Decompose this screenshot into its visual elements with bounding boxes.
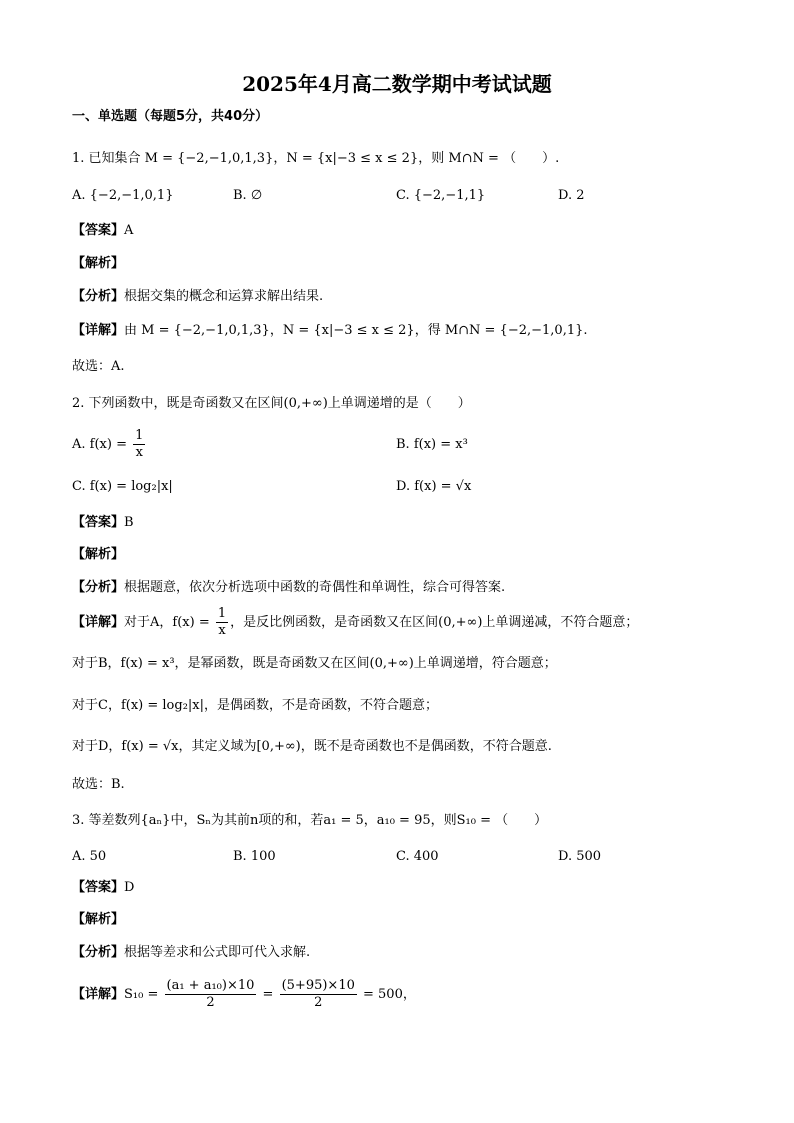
q1-option-a: A. {−2,−1,0,1}: [72, 188, 174, 203]
answer-label: 【答案】: [72, 223, 125, 238]
q3-stem: 3. 等差数列{aₙ}中，Sₙ为其前n项的和，若a₁ = 5，a₁₀ = 95，则S₁₀ = （ ）: [72, 813, 548, 828]
q2-option-a-fraction: $\frac{1}{x}$: [135, 428, 144, 460]
q1-xiangjie: 【详解】由 M = {−2,−1,0,1,3}，N = {x|−3 ≤ x ≤ 2}，得 M∩N = {−2,−1,0,1}.: [72, 323, 588, 338]
q2-xiangjie-b: 对于B，f(x) = x³，是幂函数，既是奇函数又在区间(0,+∞)上单调递增，符合题意；: [72, 656, 557, 671]
q3-answer: 【答案】D: [72, 880, 135, 895]
q2-xiangjie-a: 【详解】对于A，f(x) = $\frac{1}{x}$ ，是反比例函数，是奇函数又在区间(0,+∞)上单调递减，不符合题意；: [72, 606, 639, 638]
q2-xiangjie-d: 对于D，f(x) = √x，其定义域为[0,+∞)，既不是奇函数也不是偶函数，不符合题意.: [72, 739, 552, 754]
q2-answer: 【答案】B: [72, 515, 134, 530]
q3-option-b: B. 100: [233, 849, 276, 864]
q2-option-d: D. f(x) = √x: [396, 479, 472, 494]
q3-fenxi: 【分析】根据等差求和公式即可代入求解.: [72, 945, 311, 960]
q2-option-a: A. f(x) = $\frac{1}{x}$: [72, 428, 144, 460]
q3-option-a: A. 50: [72, 849, 107, 864]
q1-fenxi-text: 根据交集的概念和运算求解出结果.: [124, 289, 324, 304]
q3-xiangjie: 【详解】S₁₀ = $\frac{\text{(a₁ + a₁₀)×10}}{2}$ = $\frac{(5+95)\times 10}{2}$ = 500，: [72, 978, 416, 1010]
q3-option-d: D. 500: [558, 849, 602, 864]
q3-fraction-1: $\frac{\text{(a₁ + a₁₀)×10}}{2}$: [166, 978, 255, 1010]
q1-fenxi: 【分析】根据交集的概念和运算求解出结果.: [72, 289, 324, 304]
q2-fenxi: 【分析】根据题意，依次分析选项中函数的奇偶性和单调性，综合可得答案.: [72, 580, 506, 595]
q1-stem: 1. 已知集合 M = {−2,−1,0,1,3}，N = {x|−3 ≤ x ≤ 2}，则 M∩N = （ ）.: [72, 151, 560, 166]
q3-fraction-2: $\frac{(5+95)\times 10}{2}$: [281, 978, 355, 1010]
q1-analysis-label: 【解析】: [72, 256, 125, 271]
q3-analysis-label: 【解析】: [72, 912, 125, 927]
q2-xiangjie-c: 对于C，f(x) = log₂|x|，是偶函数，不是奇函数，不符合题意；: [72, 698, 438, 713]
q2-choose: 故选：B.: [72, 777, 125, 792]
q1-option-c: C. {−2,−1,1}: [396, 188, 486, 203]
q2-option-b: B. f(x) = x³: [396, 437, 468, 452]
q1-answer: [72, 222, 133, 240]
page-title: 2025年4月高二数学期中考试试题: [242, 72, 552, 96]
q2-option-c: C. f(x) = log₂|x|: [72, 479, 173, 494]
q1-choose: 故选：A.: [72, 359, 125, 374]
q1-xiangjie-text: 由 M = {−2,−1,0,1,3}，N = {x|−3 ≤ x ≤ 2}，得 M∩N = {−2,−1,0,1}.: [124, 323, 588, 338]
q1-answer-value: A: [124, 223, 134, 238]
q2-stem: 2. 下列函数中，既是奇函数又在区间(0,+∞)上单调递增的是（ ）: [72, 396, 471, 411]
section-heading: 一、单选题（每题5分，共40分）: [72, 109, 269, 124]
q3-option-c: C. 400: [396, 849, 439, 864]
q1-option-d: D. 2: [558, 188, 585, 203]
q2-analysis-label: 【解析】: [72, 547, 125, 562]
q1-option-b: B. ∅: [233, 188, 263, 203]
q2-xa-fraction: $\frac{1}{x}$: [217, 606, 227, 638]
